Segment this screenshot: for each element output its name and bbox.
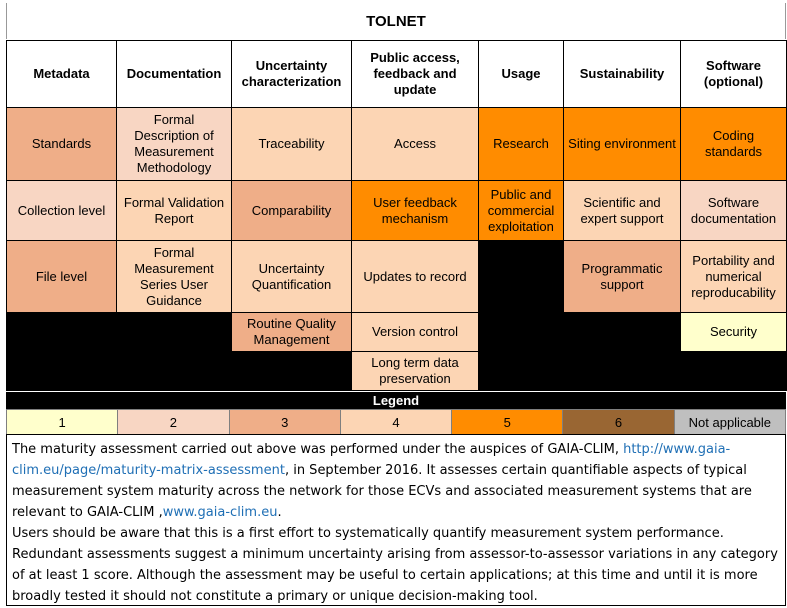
matrix-cell: Long term data preservation — [352, 352, 479, 391]
table-row — [7, 181, 787, 241]
legend-heading — [6, 392, 786, 409]
legend-row — [7, 410, 786, 435]
header-usage: Usage — [479, 41, 564, 108]
matrix-cell: Formal Validation Report — [117, 181, 232, 241]
header-public-access: Public access, feedback and update — [352, 41, 479, 108]
matrix-cell — [564, 313, 681, 352]
legend-item: 2 — [118, 410, 229, 435]
matrix-cell: Comparability — [232, 181, 352, 241]
header-uncertainty: Uncertainty characterization — [232, 41, 352, 108]
matrix-cell: Scientific and expert support — [564, 181, 681, 241]
matrix-cell — [7, 313, 117, 352]
matrix-cell — [7, 352, 117, 391]
header-metadata: Metadata — [7, 41, 117, 108]
notes-text: , in September 2016. It assesses certain quantifiable aspects of typical measurement system maturity across the network for those ECVs and associated measurement systems that are relevant to GAIA-CLIM , — [12, 463, 752, 520]
legend-item: 5 — [452, 410, 563, 435]
legend-item: 4 — [340, 410, 451, 435]
matrix-cell: Routine Quality Management — [232, 313, 352, 352]
matrix-cell: Software documentation — [681, 181, 787, 241]
notes-text: The maturity assessment carried out above was performed under the auspices of GAIA-CLIM, — [12, 442, 624, 457]
matrix-cell: Formal Description of Measurement Methodology — [117, 108, 232, 181]
table-row — [7, 352, 787, 391]
legend-item: 6 — [563, 410, 674, 435]
notes-text: . — [277, 505, 282, 520]
matrix-cell: Collection level — [7, 181, 117, 241]
table-row — [7, 241, 787, 313]
matrix-cell — [564, 352, 681, 391]
matrix-cell — [117, 313, 232, 352]
matrix-cell: Standards — [7, 108, 117, 181]
matrix-cell: Research — [479, 108, 564, 181]
matrix-cell: Access — [352, 108, 479, 181]
matrix-cell — [117, 352, 232, 391]
matrix-cell — [479, 352, 564, 391]
matrix-cell: Security — [681, 313, 787, 352]
legend-item: 3 — [229, 410, 340, 435]
header-software: Software (optional) — [681, 41, 787, 108]
matrix-cell: Programmatic support — [564, 241, 681, 313]
matrix-cell: Siting environment — [564, 108, 681, 181]
matrix-cell: Public and commercial exploitation — [479, 181, 564, 241]
legend-item: 1 — [7, 410, 118, 435]
matrix-cell: Uncertainty Quantification — [232, 241, 352, 313]
table-title: TOLNET — [6, 3, 786, 39]
maturity-matrix-table — [6, 40, 787, 391]
legend-item: Not applicable — [674, 410, 785, 435]
matrix-cell: Formal Measurement Series User Guidance — [117, 241, 232, 313]
notes-paragraph: Users should be aware that this is a first effort to systematically quantify measurement system performance. Redundant assessments suggest a minimum uncertainty arising from assessor-to-assessor variations in any category of at least 1 score. Although the assessment may be useful to certain applications; at this time and until it is more broadly tested it should not constitute a primary or unique decision-making tool. — [12, 526, 778, 604]
matrix-cell — [232, 352, 352, 391]
legend-title: Legend — [372, 393, 420, 408]
maturity-assessment-link[interactable]: http://www.gaia-clim.eu/page/maturity-matrix-assessment — [12, 442, 731, 478]
matrix-cell — [681, 352, 787, 391]
matrix-cell: File level — [7, 241, 117, 313]
gaia-clim-link[interactable]: www.gaia-clim.eu — [162, 505, 278, 520]
header-row — [7, 41, 787, 108]
matrix-cell: Updates to record — [352, 241, 479, 313]
matrix-cell: User feedback mechanism — [352, 181, 479, 241]
legend-table — [6, 409, 786, 435]
table-row — [7, 313, 787, 352]
table-row — [7, 108, 787, 181]
matrix-cell: Version control — [352, 313, 479, 352]
notes-paragraph — [12, 439, 780, 523]
matrix-cell — [479, 313, 564, 352]
matrix-cell — [479, 241, 564, 313]
header-sustainability: Sustainability — [564, 41, 681, 108]
header-documentation: Documentation — [117, 41, 232, 108]
disclaimer-notes — [6, 434, 786, 606]
matrix-cell: Portability and numerical reproducability — [681, 241, 787, 313]
matrix-cell: Coding standards — [681, 108, 787, 181]
matrix-cell: Traceability — [232, 108, 352, 181]
